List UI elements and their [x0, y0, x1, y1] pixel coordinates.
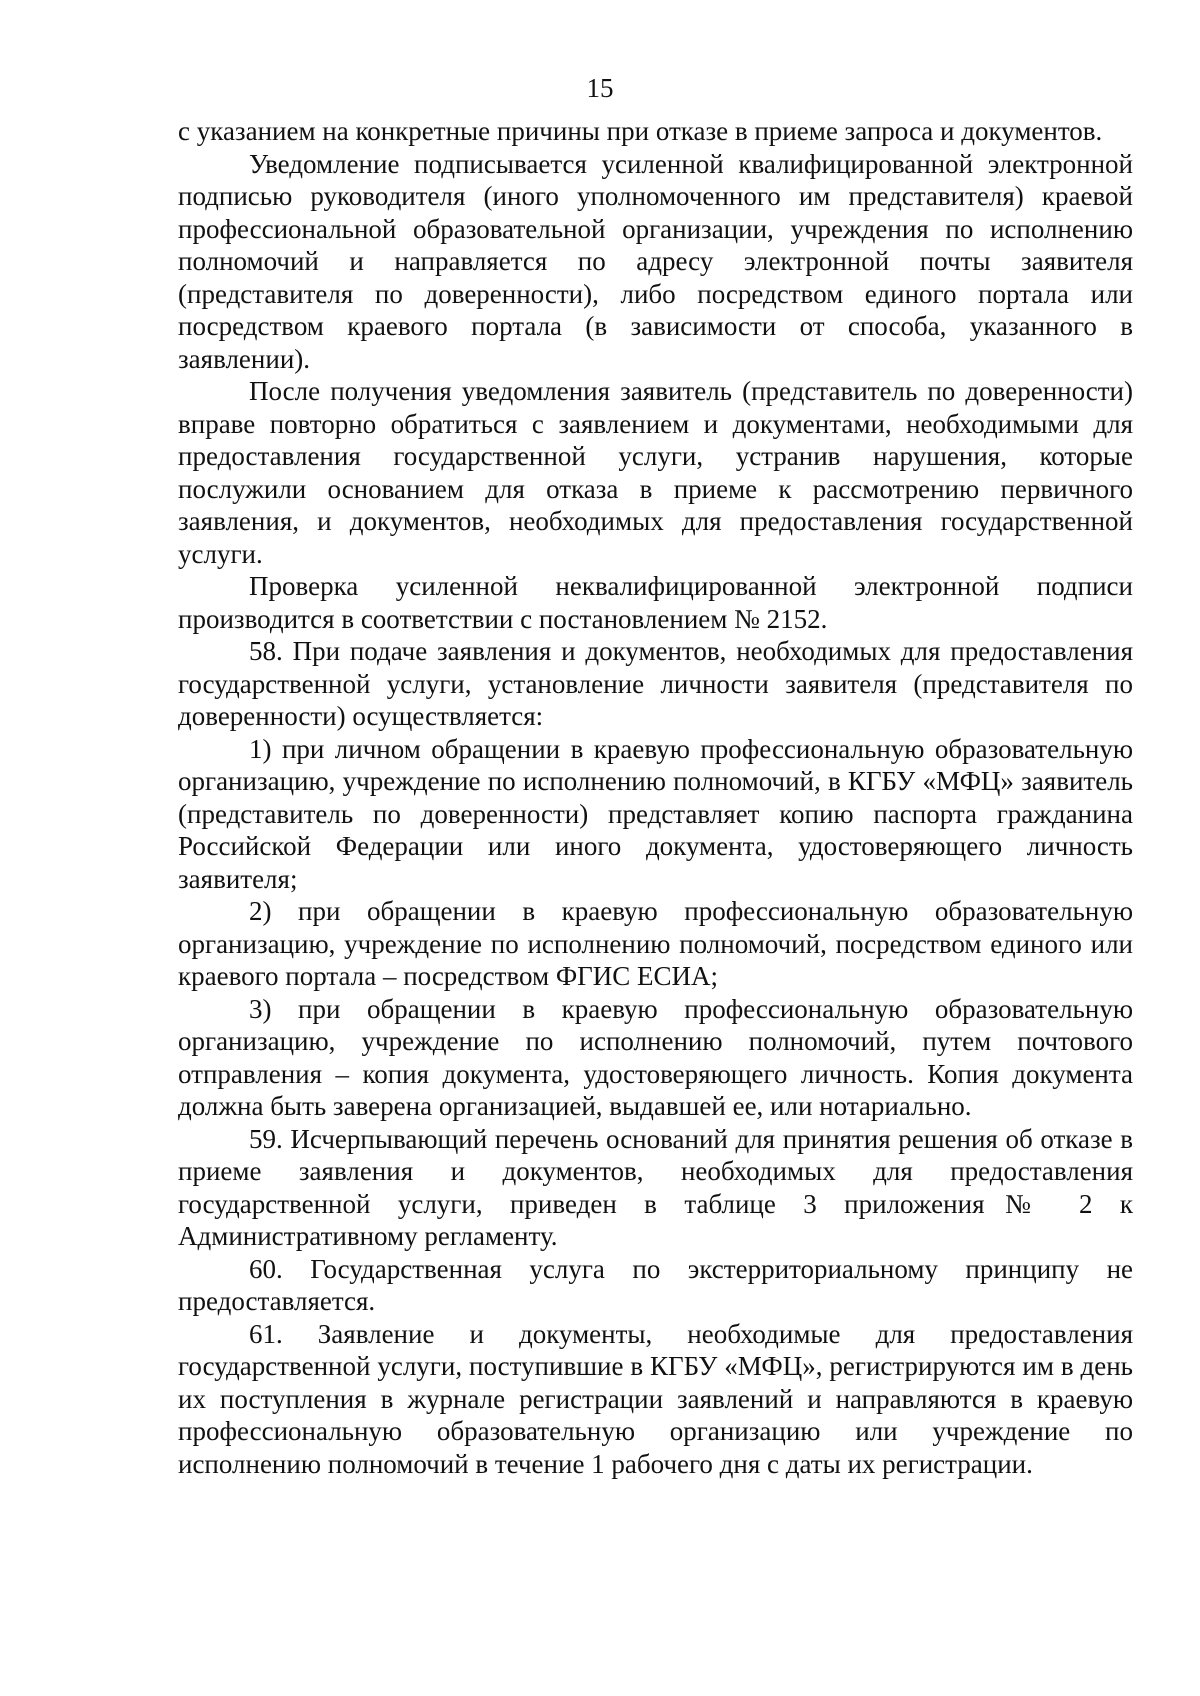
paragraph: с указанием на конкретные причины при отказе в приеме запроса и документов. [178, 116, 1103, 146]
paragraph: 59. Исчерпывающий перечень оснований для принятия решения об отказе в приеме заявления и документов, необходимых для предоставления государственной услуги, приведен в таблице 3 приложения№ 2 к Административному регламенту. [178, 1123, 1133, 1251]
paragraph: 1) при личном обращении в краевую профессиональную образовательную организацию, учреждение по исполнению полномочий, в КГБУ «МФЦ» заявитель (представитель по доверенности) представляет копию паспорта гражданина Российской Федерации или иного документа, удостоверяющего личность заявителя; [178, 733, 1133, 894]
paragraph: После получения уведомления заявитель (представитель по доверенности) вправе повторно обратиться с заявлением и документами, необходимыми для предоставления государственной услуги, устранив нарушения, которые послужили основанием для отказа в приеме к рассмотрению первичного заявления, и документов, необходимых для предоставления государственной услуги. [178, 376, 1133, 569]
paragraph: 61. Заявление и документы, необходимые для предоставления государственной услуги, поступившие в КГБУ «МФЦ», регистрируются им в день их поступления в журнале регистрации заявлений и направляются в краевую профессиональную образовательную организацию или учреждение по исполнению полномочий в течение 1 рабочего дня с даты их регистрации. [178, 1318, 1133, 1479]
paragraph: 60. Государственная услуга по экстерриториальному принципу не предоставляется. [178, 1253, 1133, 1316]
paragraph: 3) при обращении в краевую профессиональную образовательную организацию, учреждение по исполнению полномочий, путем почтового отправления – копия документа, удостоверяющего личность. Копия документа должна быть заверена организацией, выдавшей ее, или нотариально. [178, 993, 1133, 1121]
page-number: 15 [586, 73, 614, 103]
paragraph: 58. При подаче заявления и документов, необходимых для предоставления государственной услуги, установление личности заявителя (представителя по доверенности) осуществляется: [178, 636, 1133, 731]
document-body [178, 115, 1133, 1480]
paragraph: 2) при обращении в краевую профессиональную образовательную организацию, учреждение по исполнению полномочий, посредством единого или краевого портала – посредством ФГИС ЕСИА; [178, 896, 1133, 991]
paragraph: Проверка усиленной неквалифицированной электронной подписи производится в соответствии с постановлением № 2152. [178, 571, 1133, 634]
paragraph: Уведомление подписывается усиленной квалифицированной электронной подписью руководителя (иного уполномоченного им представителя) краевой профессиональной образовательной организации, учреждения по исполнению полномочий и направляется по адресу электронной почты заявителя (представителя по доверенности), либо посредством единого портала или посредством краевого портала (в зависимости от способа, указанного в заявлении). [178, 148, 1133, 374]
